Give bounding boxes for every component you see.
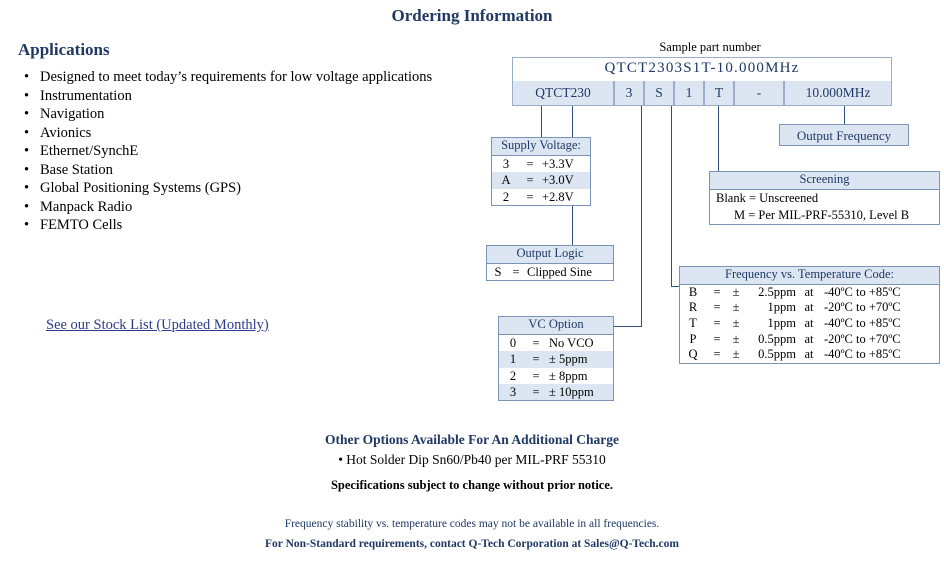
vc-option-header: VC Option [499, 317, 613, 335]
cell-code: 2 [502, 189, 510, 204]
connector-supply-voltage-vertical [541, 106, 542, 137]
bullet-icon: • [24, 161, 30, 178]
table-row [499, 335, 613, 351]
cell-eq: = [526, 173, 534, 188]
cell-code: 2 [509, 368, 517, 383]
supply-voltage-rows [492, 156, 590, 205]
connector-screening-vertical [718, 106, 719, 171]
cell-eq: = [532, 352, 540, 367]
cell-value: Clipped Sine [527, 264, 592, 279]
table-row [499, 368, 613, 384]
vc-option-rows [499, 335, 613, 401]
cell-code: P [689, 331, 697, 346]
footer-line-2: For Non-Standard requirements, contact Q-Tech Corporation at Sales@Q-Tech.com [265, 538, 679, 550]
cell-at: at [804, 347, 814, 362]
frequency-temperature-table [679, 266, 940, 364]
table-row [680, 300, 939, 316]
cell-code: R [688, 300, 698, 315]
cell-ppm: 0.5ppm [758, 331, 796, 346]
bullet-icon: • [24, 180, 30, 196]
cell-code: 3 [502, 156, 510, 171]
table-row [492, 156, 590, 172]
output-logic-header: Output Logic [487, 246, 613, 264]
table-row: Blank = Unscreened [716, 190, 819, 205]
cell-code: B [688, 284, 698, 299]
connector-vc-option-horizontal [614, 326, 642, 327]
specifications-note: Specifications subject to change without prior notice. [330, 478, 614, 492]
part-number-text: QTCT2303S1T-10.000MHz [604, 60, 800, 76]
supply-voltage-table [491, 137, 591, 206]
applications-list [18, 70, 448, 237]
stock-list-link[interactable]: See our Stock List (Updated Monthly) [46, 317, 269, 333]
output-logic-rows [487, 264, 613, 280]
cell-eq: = [713, 331, 721, 346]
list-item-label: Instrumentation [40, 87, 132, 104]
part-number-segment: 3 [614, 81, 644, 105]
supply-voltage-header: Supply Voltage: [492, 138, 590, 156]
cell-value: +3.0V [542, 173, 574, 188]
connector-output-frequency-vertical [844, 106, 845, 124]
cell-range: -40ºC to +85ºC [824, 284, 901, 299]
table-row [492, 189, 590, 205]
connector-vc-option-vertical [641, 106, 642, 326]
vc-option-table [498, 316, 614, 401]
cell-at: at [804, 300, 814, 315]
output-logic-table [486, 245, 614, 281]
cell-code: S [494, 264, 502, 279]
table-row [499, 351, 613, 367]
table-row [499, 384, 613, 400]
bullet-icon: • [24, 143, 30, 159]
list-item [18, 218, 448, 233]
screening-header: Screening [710, 172, 939, 190]
cell-at: at [804, 284, 814, 299]
frequency-temperature-rows [680, 285, 939, 363]
cell-range: -40ºC to +85ºC [824, 347, 901, 362]
cell-code: T [689, 316, 697, 330]
table-row [680, 332, 939, 348]
table-row [680, 316, 939, 332]
part-number-segments [512, 81, 892, 105]
part-number-segment: S [644, 81, 674, 105]
list-item [18, 163, 448, 178]
list-item [18, 200, 448, 215]
part-number-segment: - [734, 81, 784, 105]
cell-value: ± 5ppm [549, 352, 588, 367]
cell-eq: = [526, 156, 534, 171]
part-number-segment: T [704, 81, 734, 105]
list-item-label: Ethernet/SynchE [40, 143, 139, 159]
cell-value: +2.8V [542, 189, 574, 204]
frequency-temperature-header: Frequency vs. Temperature Code: [680, 267, 939, 285]
cell-range: -20ºC to +70ºC [824, 331, 901, 346]
screening-rows [710, 190, 939, 224]
cell-ppm: 0.5ppm [758, 347, 796, 362]
bullet-icon: • [24, 124, 30, 141]
cell-eq: = [532, 384, 540, 399]
cell-eq: = [713, 284, 721, 299]
table-row: M = Per MIL-PRF-55310, Level B [734, 207, 910, 222]
cell-at: at [804, 331, 814, 346]
cell-pm: ± [732, 331, 740, 346]
cell-ppm: 1ppm [767, 316, 796, 330]
cell-at: at [804, 316, 814, 330]
cell-eq: = [713, 347, 721, 362]
output-frequency-label: Output Frequency [779, 124, 909, 146]
cell-ppm: 1ppm [767, 300, 796, 315]
cell-eq: = [532, 335, 540, 350]
page-title: Ordering Information [391, 6, 553, 25]
part-number-segment: 10.000MHz [784, 81, 892, 105]
other-options-item: • Hot Solder Dip Sn60/Pb40 per MIL-PRF 55310 [338, 452, 606, 467]
cell-pm: ± [732, 284, 740, 299]
table-row [680, 347, 939, 363]
cell-value: ± 10ppm [549, 384, 594, 399]
sample-part-number-label: Sample part number [659, 40, 761, 54]
bullet-icon: • [24, 217, 30, 233]
cell-code: A [501, 173, 511, 188]
table-row [487, 264, 613, 280]
cell-eq: = [526, 189, 534, 204]
list-item-label: Avionics [40, 124, 92, 141]
list-item-label: Base Station [40, 161, 113, 178]
list-item-label: Global Positioning Systems (GPS) [40, 180, 242, 196]
screening-table [709, 171, 940, 225]
bullet-icon: • [24, 106, 30, 122]
list-item [18, 107, 448, 122]
cell-eq: = [713, 300, 721, 315]
cell-pm: ± [732, 347, 740, 362]
bullet-icon: • [24, 198, 30, 215]
list-item [18, 126, 448, 141]
list-item-label: Navigation [40, 106, 105, 122]
list-item [18, 144, 448, 159]
table-row [680, 285, 939, 301]
list-item [18, 181, 448, 196]
cell-value: ± 8ppm [549, 368, 588, 383]
cell-value: No VCO [549, 335, 594, 350]
list-item [18, 89, 448, 104]
bullet-icon: • [24, 87, 30, 104]
cell-code: 0 [509, 335, 517, 350]
cell-code: 1 [509, 352, 517, 367]
cell-code: Q [688, 347, 698, 362]
cell-pm: ± [732, 316, 740, 330]
cell-eq: = [532, 368, 540, 383]
connector-temp-code-vertical [671, 106, 672, 286]
cell-ppm: 2.5ppm [758, 284, 796, 299]
cell-code: 3 [509, 384, 517, 399]
cell-eq: = [713, 316, 721, 330]
cell-eq: = [512, 264, 520, 279]
footer-line-1: Frequency stability vs. temperature codes may not be available in all frequencies. [284, 518, 660, 530]
list-item-label: Designed to meet today’s requirements for low voltage applications [40, 69, 433, 85]
list-item [18, 70, 448, 85]
bullet-icon: • [24, 69, 30, 85]
cell-range: -40ºC to +85ºC [824, 316, 901, 330]
other-options-heading: Other Options Available For An Additional Charge [324, 432, 620, 447]
cell-range: -20ºC to +70ºC [824, 300, 901, 315]
part-number-segment: 1 [674, 81, 704, 105]
applications-heading: Applications [18, 40, 110, 59]
cell-pm: ± [732, 300, 740, 315]
part-number-segment: QTCT230 [512, 81, 614, 105]
table-row [492, 172, 590, 188]
list-item-label: Manpack Radio [40, 198, 133, 215]
list-item-label: FEMTO Cells [40, 217, 123, 233]
cell-value: +3.3V [542, 156, 574, 171]
